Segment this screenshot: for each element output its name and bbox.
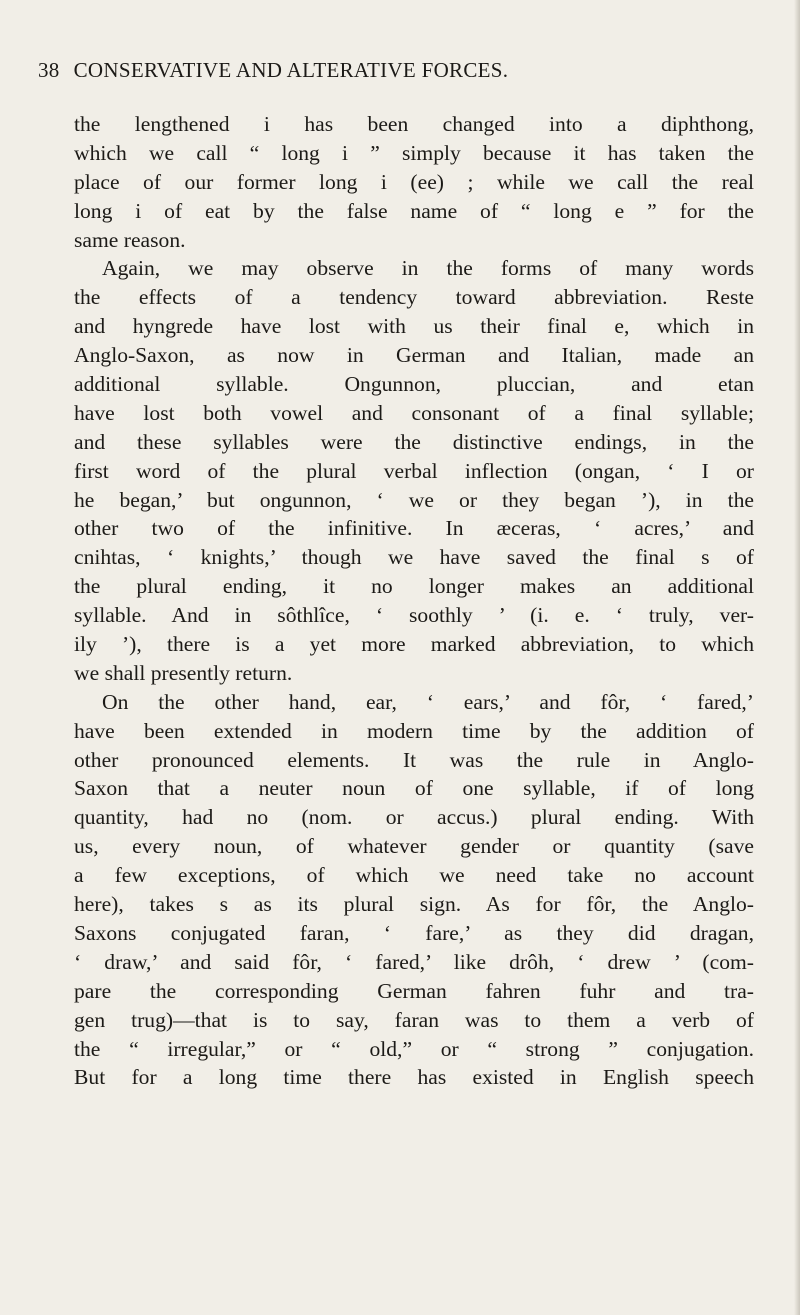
- text-line: But for a long time there has existed in English speech: [74, 1065, 754, 1090]
- text-line: additional syllable. Ongunnon, pluccian, and etan: [74, 372, 754, 397]
- text-line: we shall presently return.: [74, 660, 293, 685]
- text-line: quantity, had no (nom. or accus.) plural ending. With: [74, 805, 754, 830]
- text-line: syllable. And in sôthlîce, ‘ soothly ’ (i. e. ‘ truly, ver-: [74, 603, 754, 628]
- text-line: he began,’ but ongunnon, ‘ we or they began ’), in the: [74, 487, 754, 512]
- text-line: Anglo-Saxon, as now in German and Italian, made an: [74, 343, 754, 368]
- text-line: Again, we may observe in the forms of many words: [102, 256, 754, 281]
- text-line: which we call “ long i ” simply because it has taken the: [74, 140, 754, 165]
- text-line: same reason.: [74, 227, 186, 252]
- text-line: the lengthened i has been changed into a diphthong,: [74, 112, 754, 136]
- text-line: On the other hand, ear, ‘ ears,’ and fôr, ‘ fared,’: [102, 689, 754, 714]
- text-line: the plural ending, it no longer makes an additional: [74, 574, 754, 599]
- body-text: [74, 110, 754, 1092]
- running-title: CONSERVATIVE AND ALTERATIVE FORCES.: [73, 58, 509, 82]
- page-number: 38: [38, 58, 60, 82]
- text-line: a few exceptions, of which we need take no account: [74, 863, 754, 888]
- text-line: cnihtas, ‘ knights,’ though we have saved the final s of: [74, 545, 754, 570]
- text-line: here), takes s as its plural sign. As for fôr, the Anglo-: [74, 892, 754, 917]
- running-header: [38, 58, 718, 83]
- text-line: have been extended in modern time by the addition of: [74, 718, 754, 743]
- text-line: other two of the infinitive. In æceras, ‘ acres,’ and: [74, 516, 754, 541]
- text-line: place of our former long i (ee) ; while we call the real: [74, 169, 754, 194]
- text-line: and hyngrede have lost with us their final e, which in: [74, 314, 754, 339]
- page-edge-shadow: [794, 0, 800, 1315]
- text-line: have lost both vowel and consonant of a final syllable;: [74, 400, 754, 425]
- text-line: the “ irregular,” or “ old,” or “ strong ” conjugation.: [74, 1036, 754, 1061]
- text-line: gen trug)—that is to say, faran was to them a verb of: [74, 1007, 754, 1032]
- text-line: and these syllables were the distinctive endings, in the: [74, 429, 754, 454]
- text-line: long i of eat by the false name of “ long e ” for the: [74, 198, 754, 223]
- text-line: other pronounced elements. It was the rule in Anglo-: [74, 747, 754, 772]
- text-line: us, every noun, of whatever gender or quantity (save: [74, 834, 754, 859]
- text-line: first word of the plural verbal inflection (ongan, ‘ I or: [74, 458, 754, 483]
- text-line: ‘ draw,’ and said fôr, ‘ fared,’ like drôh, ‘ drew ’ (com-: [74, 949, 754, 974]
- text-line: the effects of a tendency toward abbreviation. Reste: [74, 285, 754, 310]
- text-line: Saxon that a neuter noun of one syllable, if of long: [74, 776, 754, 801]
- text-line: Saxons conjugated faran, ‘ fare,’ as they did dragan,: [74, 920, 754, 945]
- text-line: pare the corresponding German fahren fuhr and tra-: [74, 978, 754, 1003]
- text-line: ily ’), there is a yet more marked abbreviation, to which: [74, 632, 754, 657]
